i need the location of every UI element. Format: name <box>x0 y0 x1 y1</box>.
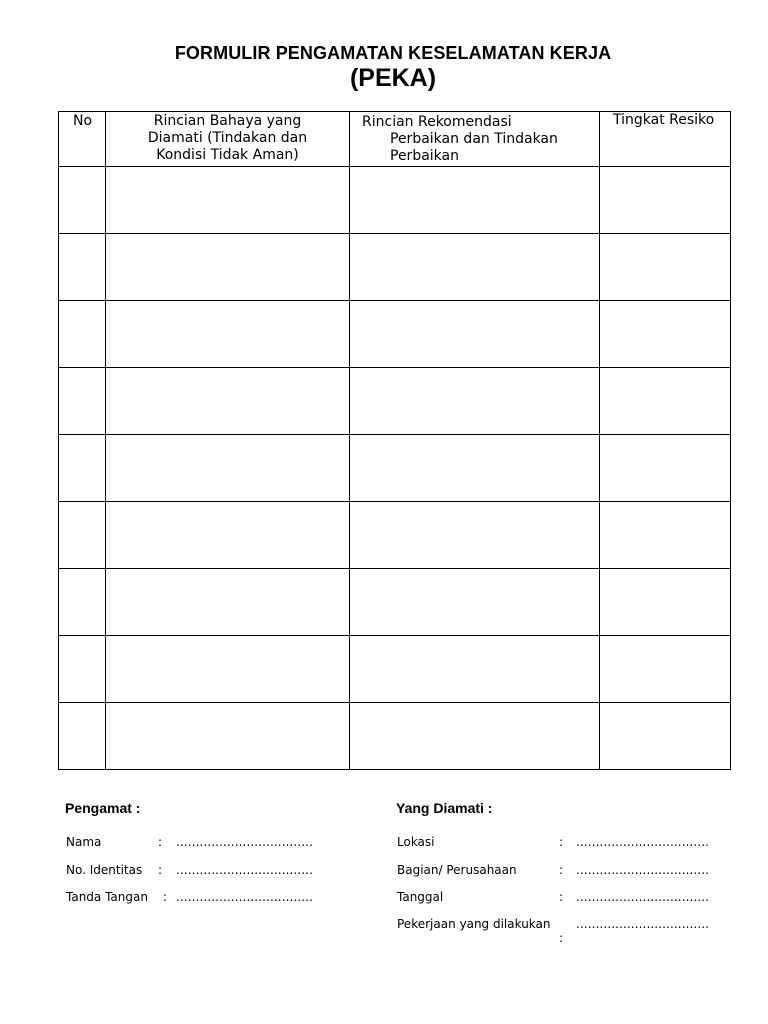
cell-rincian-bahaya[interactable] <box>106 167 350 234</box>
diamati-bagian-field[interactable]: .................................. <box>576 863 710 877</box>
cell-rincian-bahaya[interactable] <box>106 636 350 703</box>
diamati-bagian-label: Bagian/ Perusahaan <box>397 863 517 877</box>
diamati-bagian-colon: : <box>559 863 564 877</box>
pengamat-heading: Pengamat : <box>65 800 141 816</box>
header-rincian-bahaya-line: Kondisi Tidak Aman) <box>156 147 299 163</box>
cell-rincian-rekomendasi[interactable] <box>350 435 600 502</box>
pengamat-nama-label: Nama <box>66 835 102 849</box>
cell-tingkat-resiko[interactable] <box>600 435 731 502</box>
cell-tingkat-resiko[interactable] <box>600 636 731 703</box>
cell-tingkat-resiko[interactable] <box>600 703 731 770</box>
pengamat-tanda-tangan-label: Tanda Tangan <box>66 890 148 904</box>
header-rincian-bahaya <box>106 112 350 167</box>
pengamat-identitas-label: No. Identitas <box>66 863 143 877</box>
cell-rincian-rekomendasi[interactable] <box>350 502 600 569</box>
header-rincian-rekomendasi-line: Perbaikan <box>390 148 459 164</box>
table-row <box>59 301 731 368</box>
cell-rincian-rekomendasi[interactable] <box>350 167 600 234</box>
cell-no[interactable] <box>59 636 106 703</box>
cell-rincian-rekomendasi[interactable] <box>350 368 600 435</box>
diamati-tanggal-label: Tanggal <box>397 890 444 904</box>
header-rincian-rekomendasi-line: Rincian Rekomendasi <box>362 114 512 130</box>
cell-rincian-bahaya[interactable] <box>106 301 350 368</box>
form-title: FORMULIR PENGAMATAN KESELAMATAN KERJA <box>174 43 612 63</box>
cell-tingkat-resiko[interactable] <box>600 301 731 368</box>
observation-table <box>58 111 731 770</box>
cell-rincian-rekomendasi[interactable] <box>350 636 600 703</box>
header-rincian-rekomendasi <box>350 112 600 167</box>
cell-tingkat-resiko[interactable] <box>600 167 731 234</box>
table-row <box>59 435 731 502</box>
cell-rincian-rekomendasi[interactable] <box>350 569 600 636</box>
table-row <box>59 569 731 636</box>
cell-no[interactable] <box>59 301 106 368</box>
table-row <box>59 703 731 770</box>
pengamat-nama-field[interactable]: ................................... <box>176 835 314 849</box>
table-row <box>59 636 731 703</box>
diamati-tanggal-colon: : <box>559 890 564 904</box>
cell-rincian-bahaya[interactable] <box>106 435 350 502</box>
diamati-lokasi-field[interactable]: .................................. <box>576 835 710 849</box>
cell-no[interactable] <box>59 569 106 636</box>
pengamat-tanda-tangan-field[interactable]: ................................... <box>176 890 314 904</box>
cell-no[interactable] <box>59 502 106 569</box>
table-row <box>59 368 731 435</box>
pengamat-tanda-tangan-colon: : <box>163 890 168 904</box>
header-no: No <box>59 112 106 167</box>
cell-tingkat-resiko[interactable] <box>600 569 731 636</box>
cell-rincian-rekomendasi[interactable] <box>350 703 600 770</box>
table-row <box>59 234 731 301</box>
diamati-pekerjaan-field[interactable]: .................................. <box>576 917 710 931</box>
cell-tingkat-resiko[interactable] <box>600 368 731 435</box>
cell-rincian-rekomendasi[interactable] <box>350 301 600 368</box>
cell-no[interactable] <box>59 435 106 502</box>
diamati-lokasi-colon: : <box>559 835 564 849</box>
diamati-lokasi-label: Lokasi <box>397 835 435 849</box>
header-rincian-bahaya-line: Rincian Bahaya yang <box>153 113 302 129</box>
cell-no[interactable] <box>59 167 106 234</box>
pengamat-nama-colon: : <box>158 835 163 849</box>
pengamat-identitas-field[interactable]: ................................... <box>176 863 314 877</box>
diamati-tanggal-field[interactable]: .................................. <box>576 890 710 904</box>
table-row <box>59 167 731 234</box>
cell-rincian-bahaya[interactable] <box>106 569 350 636</box>
cell-tingkat-resiko[interactable] <box>600 502 731 569</box>
cell-no[interactable] <box>59 234 106 301</box>
cell-rincian-bahaya[interactable] <box>106 234 350 301</box>
cell-rincian-rekomendasi[interactable] <box>350 234 600 301</box>
diamati-pekerjaan-label: Pekerjaan yang dilakukan <box>397 917 551 931</box>
cell-no[interactable] <box>59 703 106 770</box>
table-row <box>59 502 731 569</box>
cell-tingkat-resiko[interactable] <box>600 234 731 301</box>
form-subtitle: (PEKA) <box>349 64 437 92</box>
cell-rincian-bahaya[interactable] <box>106 703 350 770</box>
cell-no[interactable] <box>59 368 106 435</box>
pengamat-identitas-colon: : <box>158 863 163 877</box>
header-rincian-bahaya-line: Diamati (Tindakan dan <box>147 130 308 146</box>
cell-rincian-bahaya[interactable] <box>106 368 350 435</box>
table-header-row <box>59 112 731 167</box>
header-tingkat-resiko: Tingkat Resiko <box>600 112 731 167</box>
cell-rincian-bahaya[interactable] <box>106 502 350 569</box>
header-rincian-rekomendasi-line: Perbaikan dan Tindakan <box>390 131 558 147</box>
diamati-pekerjaan-colon: : <box>559 931 564 945</box>
diamati-heading: Yang Diamati : <box>396 800 493 816</box>
table-body <box>59 167 731 770</box>
